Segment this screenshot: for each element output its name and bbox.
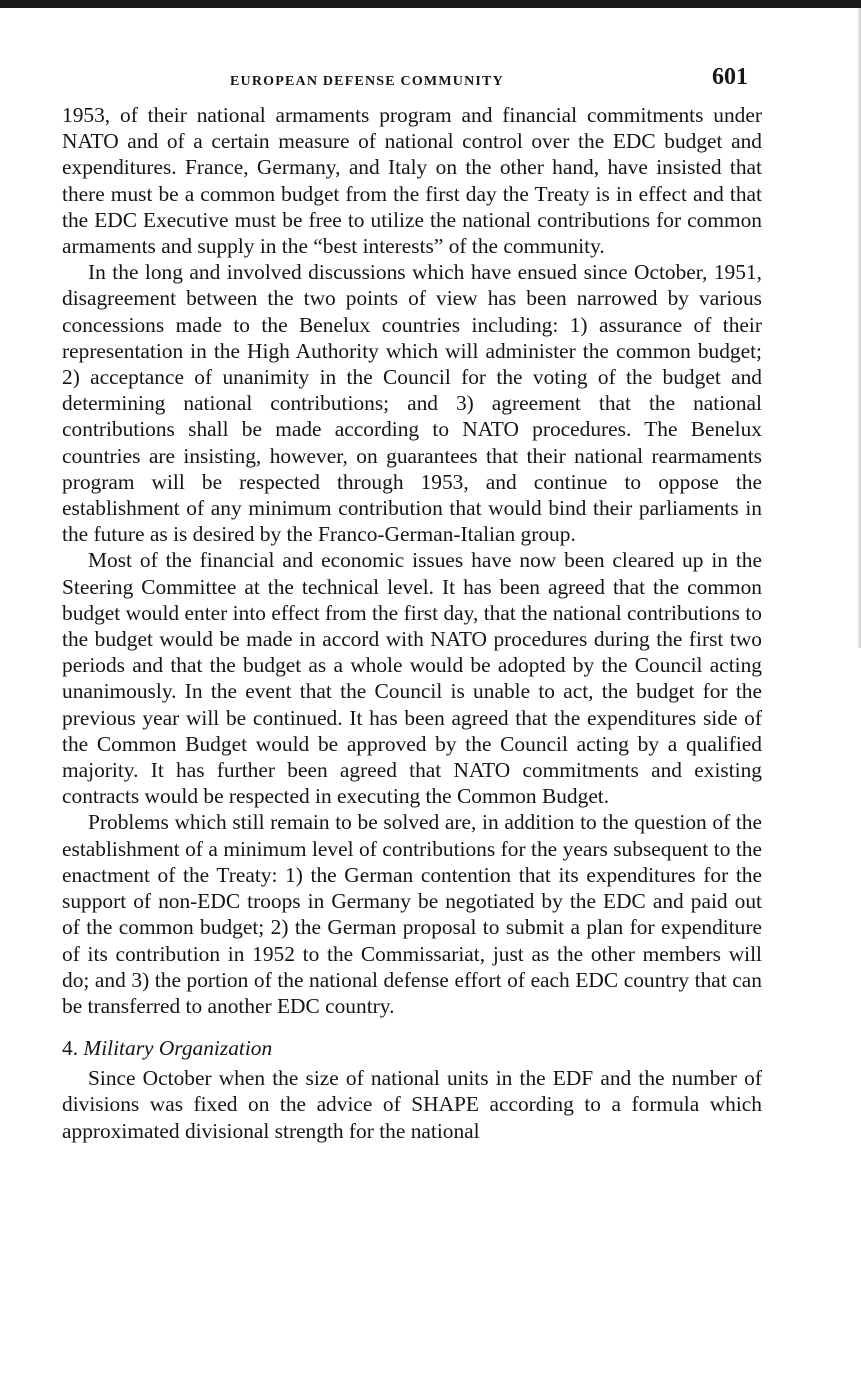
scan-right-edge	[857, 8, 861, 648]
section-title: Military Organization	[83, 1036, 273, 1061]
running-title: EUROPEAN DEFENSE COMMUNITY	[230, 74, 504, 89]
section-number: 4.	[62, 1036, 79, 1061]
section-heading	[62, 1035, 762, 1061]
page-number: 601	[712, 64, 748, 90]
running-header	[62, 62, 762, 102]
body-text	[62, 102, 762, 1144]
scan-top-edge	[0, 0, 861, 8]
paragraph: Since October when the size of national units in the EDF and the number of divisions was fixed on the advice of SHAPE according to a formula which approximated divisional strength for the national	[62, 1066, 762, 1143]
paragraph: Problems which still remain to be solved are, in addition to the question of the establishment of a minimum level of contributions for the years subsequent to the enactment of the Treaty: 1) the German contention that its expenditures for the support of non-EDC troops in Germany be negotiated by the EDC and paid out of the common budget; 2) the German proposal to submit a plan for expenditure of its contribution in 1952 to the Commissariat, just as the other members will do; and 3) the portion of the national defense effort of each EDC country that can be transferred to another EDC country.	[62, 810, 762, 1018]
paragraph-continued: 1953, of their national armaments program and financial commitments under NATO and of a certain measure of national control over the EDC budget and expenditures. France, Germany, and Italy on the other hand, have insisted that there must be a common budget from the first day the Treaty is in effect and that the EDC Executive must be free to utilize the national contributions for common armaments and supply in the “best interests” of the community.	[62, 103, 762, 259]
paragraph: In the long and involved discussions which have ensued since October, 1951, disagreement between the two points of view has been narrowed by various concessions made to the Benelux countries including: 1) assurance of their representation in the High Authority which will administer the common budget; 2) acceptance of unanimity in the Council for the voting of the budget and determining national contributions; and 3) agreement that the national contributions shall be made according to NATO procedures. The Benelux countries are insisting, however, on guarantees that their national rearmaments program will be respected through 1953, and continue to oppose the establishment of any minimum contribution that would bind their parliaments in the future as is desired by the Franco-German-Italian group.	[62, 260, 762, 547]
paragraph: Most of the financial and economic issues have now been cleared up in the Steering Committee at the technical level. It has been agreed that the common budget would enter into effect from the first day, that the national contributions to the budget would be made in accord with NATO procedures during the first two periods and that the budget as a whole would be adopted by the Council acting unanimously. In the event that the Council is unable to act, the budget for the previous year will be continued. It has been agreed that the expenditures side of the Common Budget would be approved by the Council acting by a qualified majority. It has further been agreed that NATO commitments and existing contracts would be respected in executing the Common Budget.	[62, 548, 762, 809]
document-page	[62, 62, 762, 1144]
